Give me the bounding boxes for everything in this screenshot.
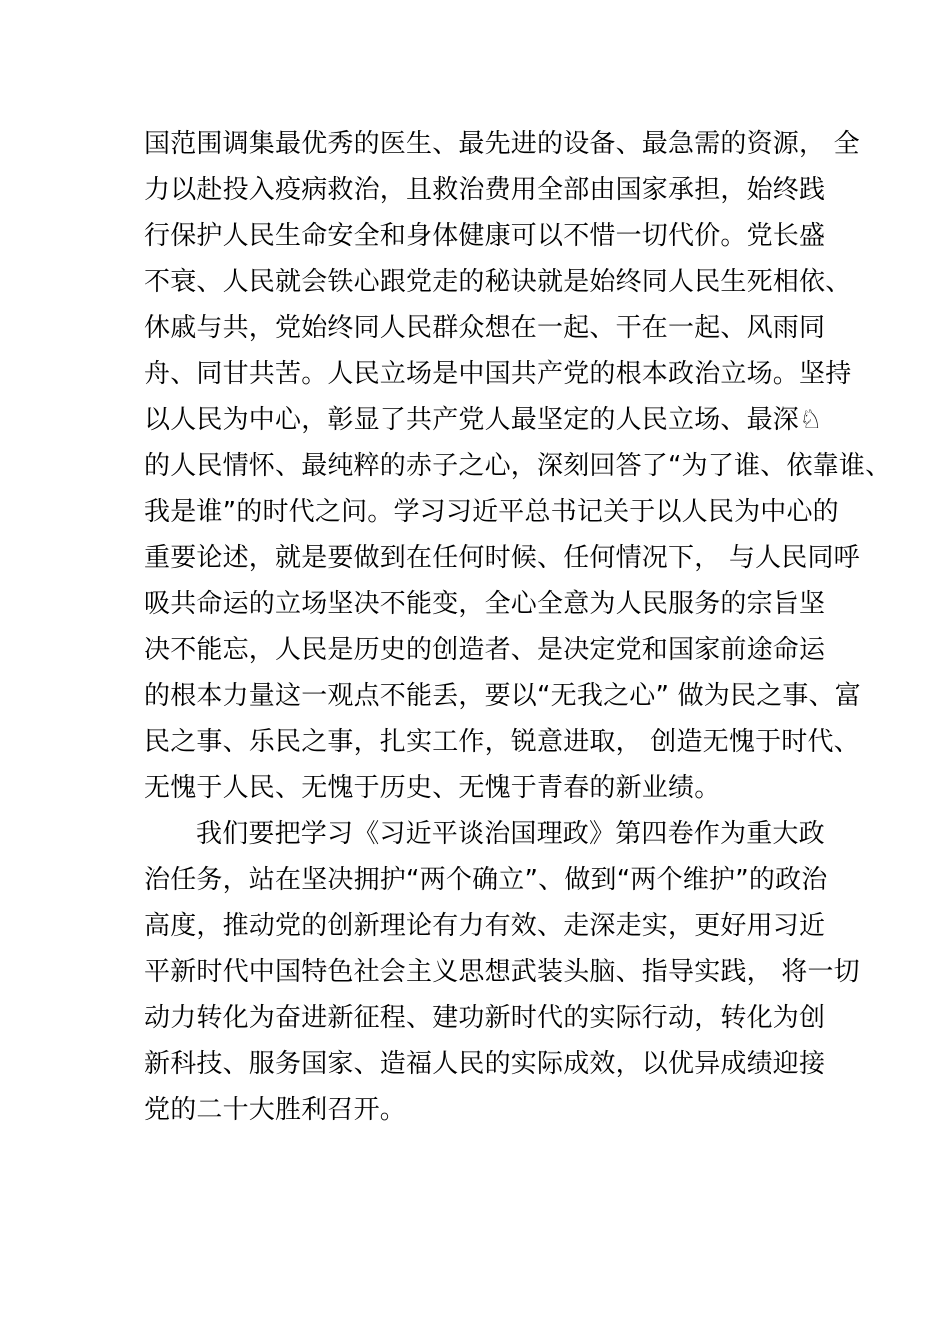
text-line: 民之事、乐民之事，扎实工作，锐意进取， 创造无愧于时代、 — [144, 727, 860, 757]
text-line: 治任务，站在坚决拥护“两个确立”、做到“两个维护”的政治 — [144, 865, 828, 895]
text-line: 行保护人民生命安全和身体健康可以不惜一切代价。党长盛 — [144, 221, 826, 251]
text-line: 国范围调集最优秀的医生、最先进的设备、最急需的资源， 全 — [144, 129, 860, 159]
text-line: 无愧于人民、无愧于历史、无愧于青春的新业绩。 — [144, 773, 721, 803]
text-line: 的人民情怀、最纯粹的赤子之心，深刻回答了“为了谁、依靠谁、 — [144, 451, 892, 481]
text-line: 党的二十大胜利召开。 — [144, 1095, 407, 1125]
text-line: 休戚与共，党始终同人民群众想在一起、干在一起、风雨同 — [144, 313, 826, 343]
text-line: 以人民为中心，彰显了共产党人最坚定的人民立场、最深♘ — [144, 405, 823, 435]
text-line: 动力转化为奋进新征程、建功新时代的实际行动，转化为创 — [144, 1003, 826, 1033]
text-line: 的根本力量这一观点不能丢，要以“无我之心” 做为民之事、富 — [144, 681, 862, 711]
text-line: 重要论述，就是要做到在任何时候、任何情况下， 与人民同呼 — [144, 543, 860, 573]
text-line: 决不能忘，人民是历史的创造者、是决定党和国家前途命运 — [144, 635, 826, 665]
text-line: 舟、同甘共苦。人民立场是中国共产党的根本政治立场。坚持 — [144, 359, 852, 389]
text-line-paragraph-start: 我们要把学习《习近平谈治国理政》第四卷作为重大政 — [196, 819, 825, 849]
text-line: 高度，推动党的创新理论有力有效、走深走实，更好用习近 — [144, 911, 826, 941]
text-line: 力以赴投入疫病救治，且救治费用全部由国家承担，始终践 — [144, 175, 826, 205]
text-line: 我是谁”的时代之问。学习习近平总书记关于以人民为中心的 — [144, 497, 839, 527]
text-line: 新科技、服务国家、造福人民的实际成效，以优异成绩迎接 — [144, 1049, 826, 1079]
body-text — [144, 121, 892, 1133]
text-line: 不衰、人民就会铁心跟党走的秘诀就是始终同人民生死相依、 — [144, 267, 852, 297]
text-line: 平新时代中国特色社会主义思想武装头脑、指导实践， 将一切 — [144, 957, 860, 987]
text-line: 吸共命运的立场坚决不能变，全心全意为人民服务的宗旨坚 — [144, 589, 826, 619]
